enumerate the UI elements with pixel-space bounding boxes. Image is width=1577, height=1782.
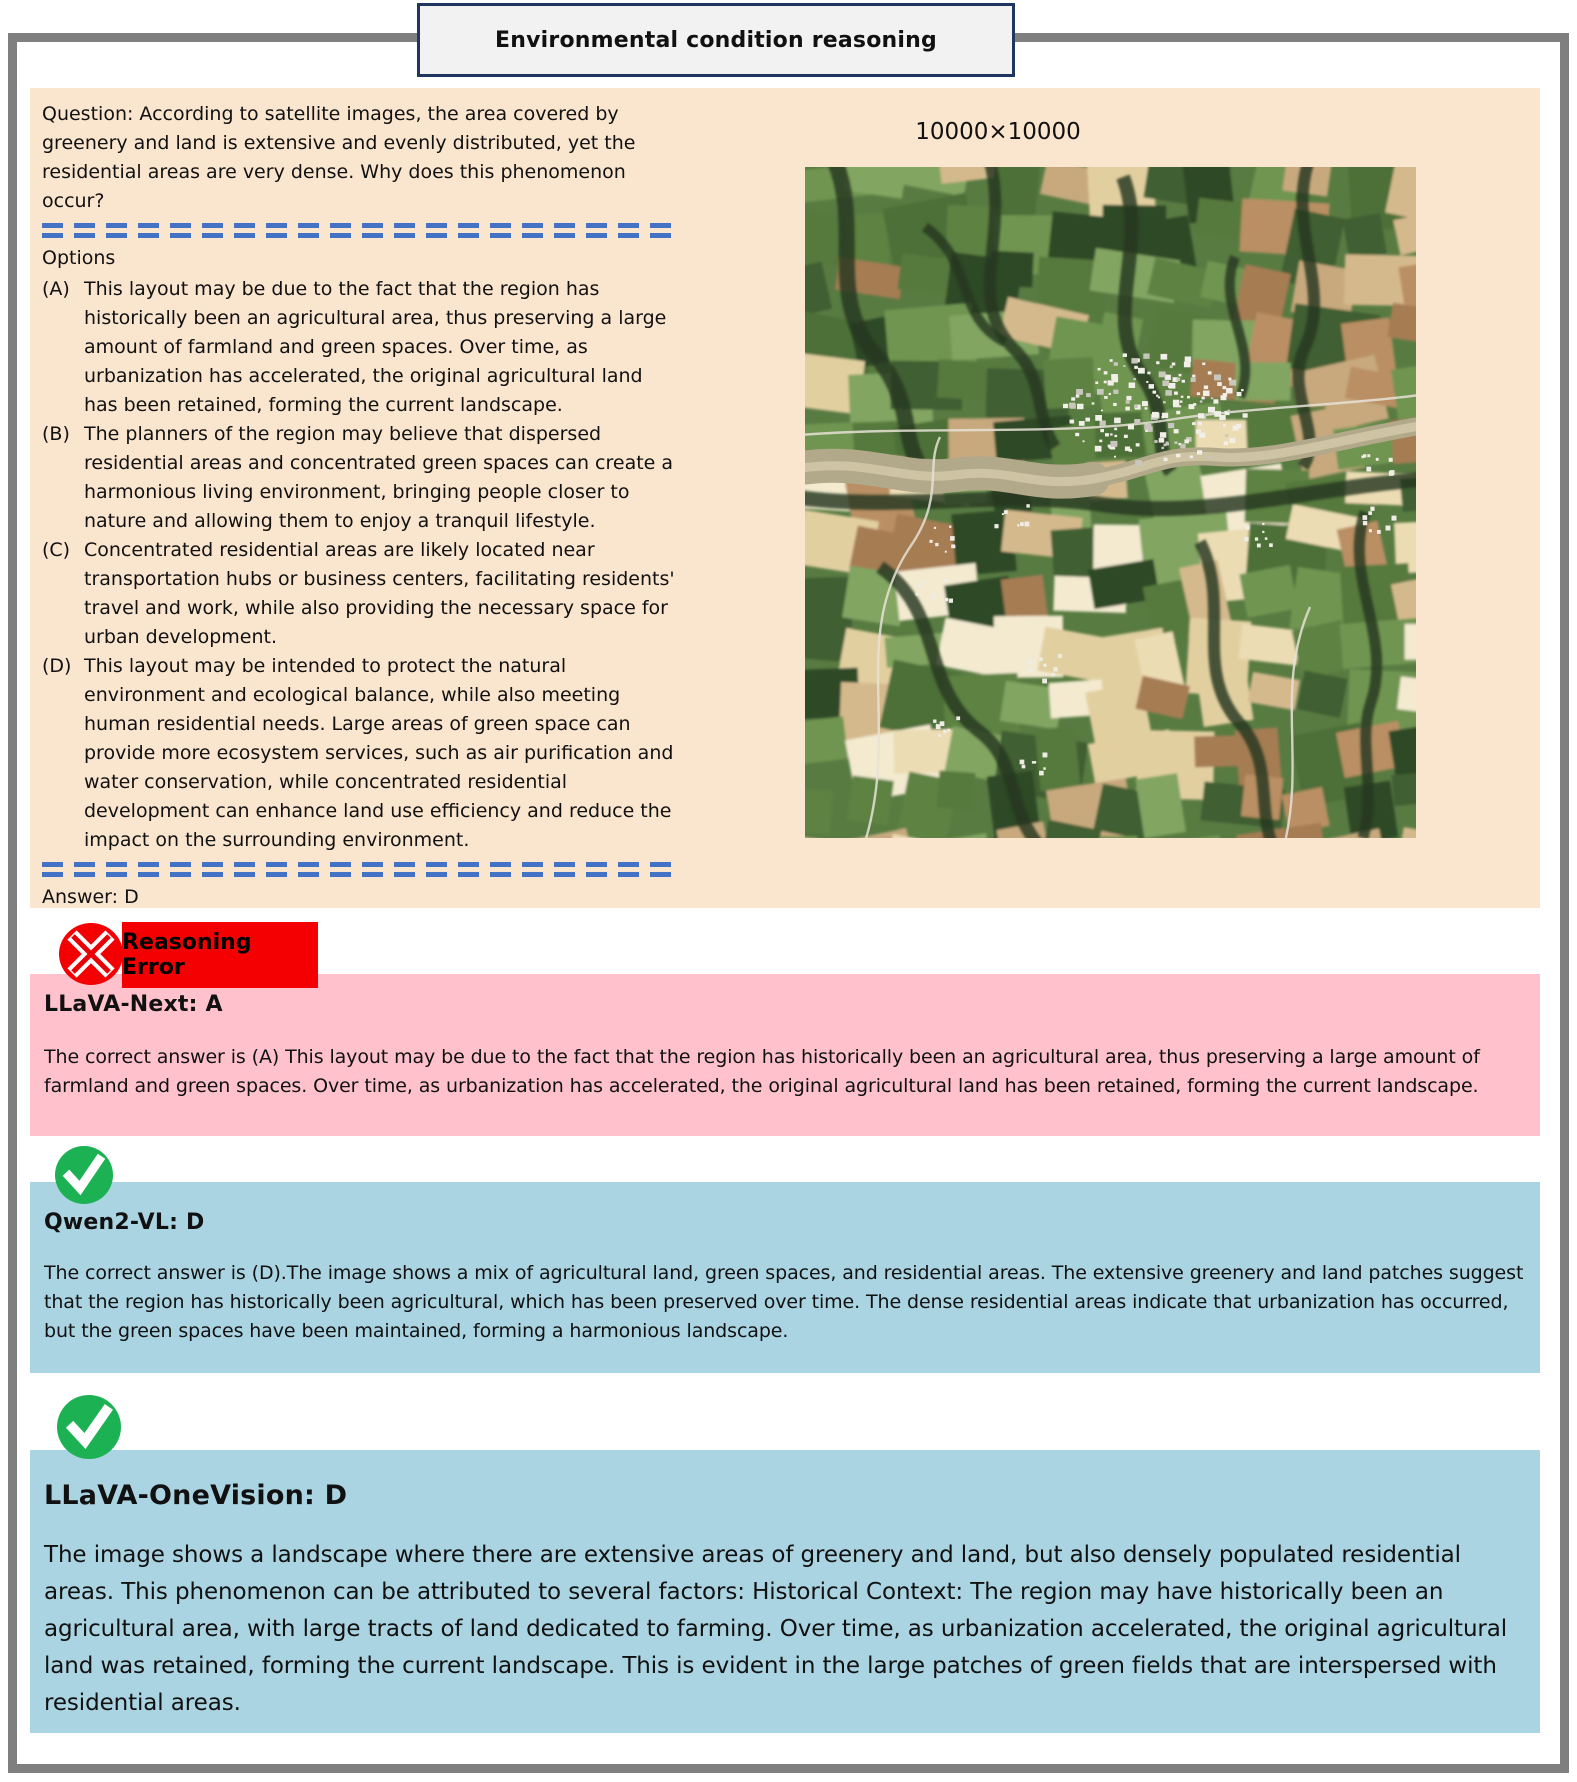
qwen2-vl-response-text: The correct answer is (D).The image shows a mix of agricultural land, green spaces, and residential areas. The extensive greenery and land patches suggest that the region has historically been agricultural, which has been preserved over time. The dense residential areas indicate that urbanization has occurred, but the green spaces have been maintained, forming a harmonious landscape.	[44, 1262, 1524, 1342]
llava-next-panel	[30, 974, 1540, 1136]
option-a-key: (A)	[42, 278, 70, 300]
question-panel	[30, 88, 1540, 908]
llava-onevision-heading: LLaVA-OneVision: D	[44, 1480, 348, 1511]
figure-title: Environmental condition reasoning	[495, 27, 937, 53]
option-a-text: This layout may be due to the fact that the region has historically been an agricultural area, thus preserving a large amount of farmland and green spaces. Over time, as urbanization has accelerated, the original agricultural land has been retained, forming the current landscape.	[84, 278, 667, 416]
figure-title-box	[417, 3, 1015, 77]
option-d-text: This layout may be intended to protect the natural environment and ecological balance, while also meeting human residential needs. Large areas of green space can provide more ecosystem services, such as air purification and water conservation, while concentrated residential development can enhance land use efficiency and reduce the impact on the surrounding environment.	[84, 655, 674, 851]
option-b	[42, 420, 676, 536]
llava-onevision-response-text: The image shows a landscape where there are extensive areas of greenery and land, but also densely populated residential areas. This phenomenon can be attributed to several factors: Historical Context: The region may have historically been an agricultural area, with large tracts of land dedicated to farming. Over time, as urbanization accelerated, the original agricultural land was retained, forming the current landscape. This is evident in the large patches of green fields that are interspersed with residential areas.	[44, 1542, 1508, 1716]
qwen2-vl-heading: Qwen2-VL: D	[44, 1210, 205, 1235]
option-c-key: (C)	[42, 539, 71, 561]
dashed-divider-top	[42, 223, 676, 238]
llava-next-response-text: The correct answer is (A) This layout may be due to the fact that the region has historically been an agricultural area, thus preserving a large amount of farmland and green spaces. Over time, as urbanization has accelerated, the original agricultural land has been retained, forming the current landscape.	[44, 1046, 1480, 1097]
option-d	[42, 652, 676, 855]
reasoning-error-badge: Reasoning Error	[122, 922, 318, 988]
option-c-text: Concentrated residential areas are likely located near transportation hubs or business centers, facilitating residents' travel and work, while also providing the necessary space for urban development.	[84, 539, 675, 648]
satellite-image	[805, 167, 1416, 838]
answer-text: Answer: D	[42, 886, 139, 908]
option-d-key: (D)	[42, 655, 72, 677]
error-cross-icon	[58, 921, 124, 987]
image-column	[805, 110, 1416, 842]
llava-onevision-panel	[30, 1450, 1540, 1733]
options-label: Options	[42, 247, 116, 269]
option-c	[42, 536, 676, 652]
llava-next-heading: LLaVA-Next: A	[44, 992, 223, 1017]
correct-check-icon-qwen	[54, 1145, 114, 1205]
option-b-key: (B)	[42, 423, 70, 445]
option-a	[42, 275, 676, 420]
option-b-text: The planners of the region may believe that dispersed residential areas and concentrated green spaces can create a harmonious living environment, bringing people closer to nature and allowing them to enjoy a tranquil lifestyle.	[84, 423, 674, 532]
dashed-divider-bottom	[42, 862, 676, 877]
correct-check-icon-onevision	[56, 1394, 122, 1460]
image-size-label: 10000×10000	[915, 119, 1081, 145]
question-column	[42, 100, 676, 912]
qwen2-vl-panel	[30, 1182, 1540, 1373]
question-text: Question: According to satellite images, the area covered by greenery and land is extensive and evenly distributed, yet the residential areas are very dense. Why does this phenomenon occur?	[42, 103, 636, 212]
